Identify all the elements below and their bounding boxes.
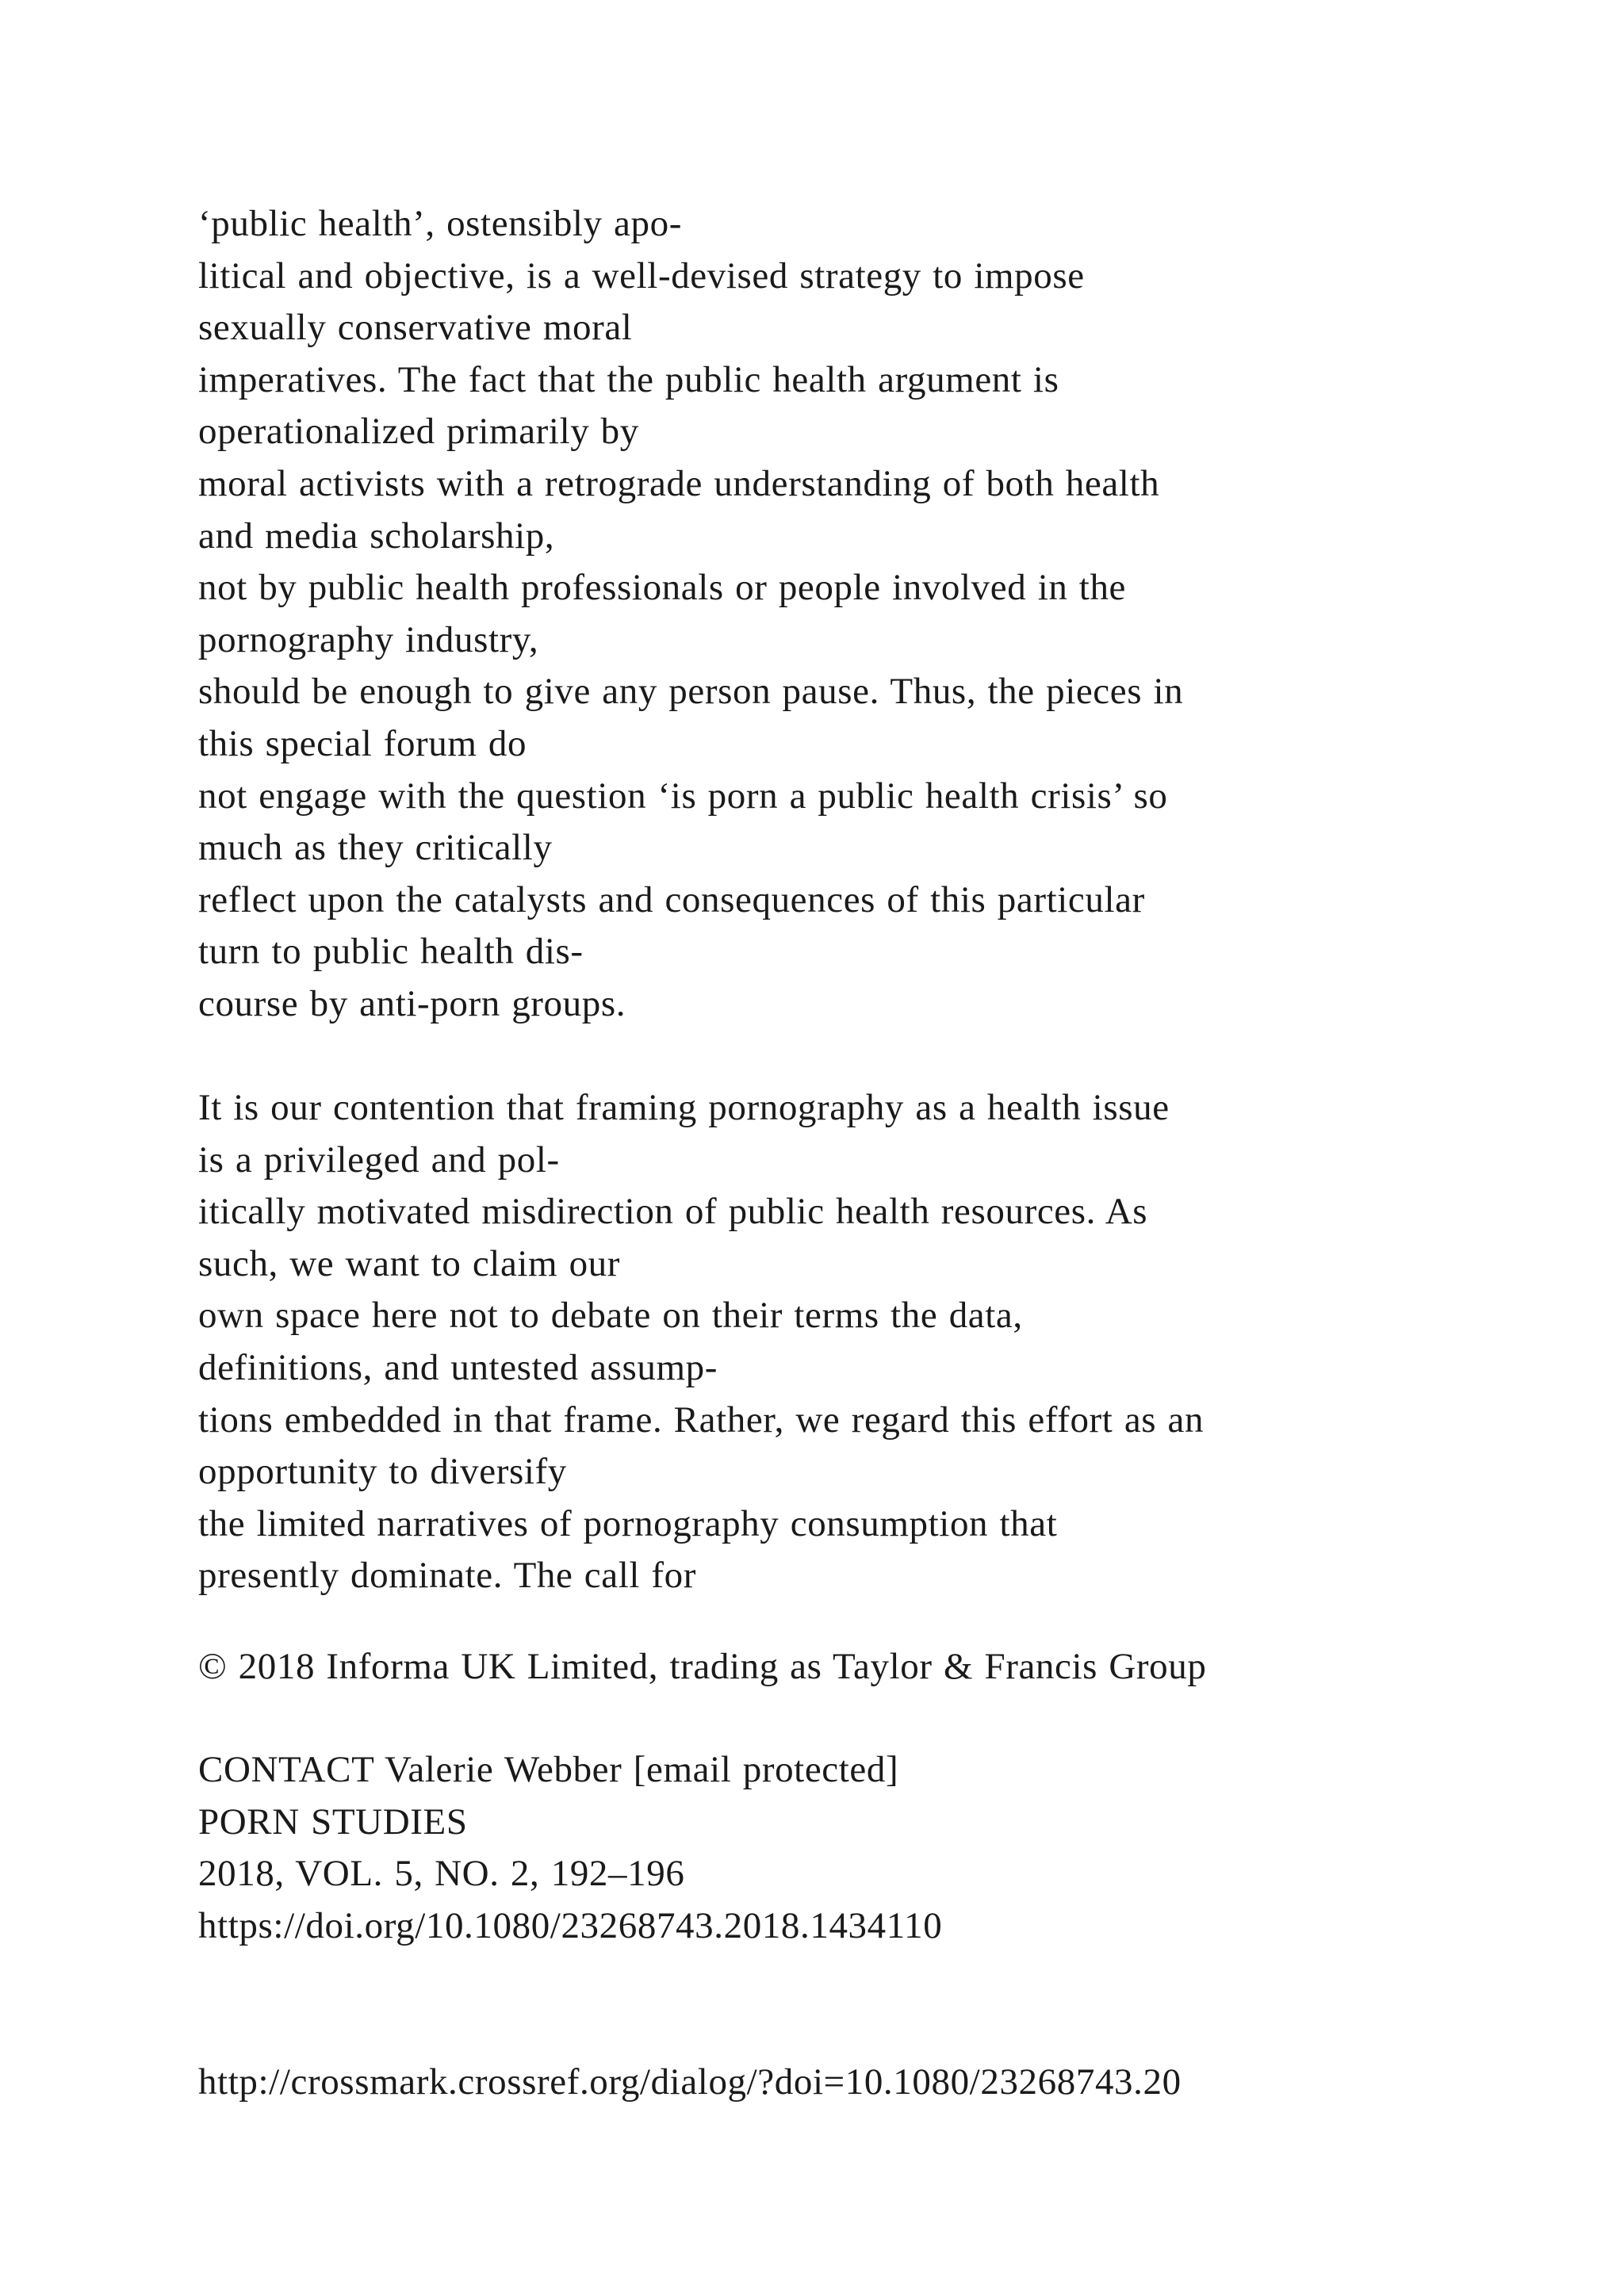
text-line: course by anti-porn groups. [198,982,626,1024]
text-line: pornography industry, [198,618,539,660]
doi-link[interactable]: https://doi.org/10.1080/23268743.2018.1434110 [198,1904,943,1946]
text-line: moral activists with a retrograde understanding of both health [198,462,1160,504]
text-line: sexually conservative moral [198,307,633,349]
text-line: It is our contention that framing pornography as a health issue [198,1087,1170,1128]
text-line: presently dominate. The call for [198,1555,696,1597]
contact-line: CONTACT Valerie Webber [email protected] [198,1749,899,1790]
text-line: imperatives. The fact that the public health argument is [198,358,1059,400]
text-line: should be enough to give any person pause. Thus, the pieces in [198,671,1184,713]
body-paragraph-2 [198,1082,1610,1602]
text-line: litical and objective, is a well-devised strategy to impose [198,254,1085,297]
body-paragraph-1 [198,198,1610,1031]
text-line: and media scholarship, [198,515,555,557]
text-line: not by public health professionals or people involved in the [198,567,1127,609]
crossmark-block [198,2057,1610,2109]
text-line: operationalized primarily by [198,411,639,453]
text-line: itically motivated misdirection of public health resources. As [198,1191,1148,1233]
text-line: this special forum do [198,722,527,764]
text-line: much as they critically [198,827,553,869]
text-line: reflect upon the catalysts and consequences of this particular [198,878,1145,920]
text-line: the limited narratives of pornography consumption that [198,1502,1058,1544]
text-line: ‘public health’, ostensibly apo- [198,203,682,244]
crossmark-link[interactable]: http://crossmark.crossref.org/dialog/?doi=10.1080/23268743.20 [198,2061,1182,2103]
text-line: such, we want to claim our [198,1242,621,1284]
journal-name: PORN STUDIES [198,1800,468,1843]
copyright-notice [198,1641,1610,1693]
text-line: opportunity to diversify [198,1451,567,1493]
text-line: turn to public health dis- [198,931,584,973]
text-line: tions embedded in that frame. Rather, we regard this effort as an [198,1399,1205,1441]
journal-volume: 2018, VOL. 5, NO. 2, 192–196 [198,1853,685,1895]
text-line: not engage with the question ‘is porn a public health crisis’ so [198,775,1168,817]
text-line: own space here not to debate on their terms the data, [198,1295,1023,1337]
contact-block [198,1744,1610,1952]
text-line: is a privileged and pol- [198,1138,560,1181]
text-line: definitions, and untested assump- [198,1346,718,1388]
copyright-text: © 2018 Informa UK Limited, trading as Taylor & Francis Group [198,1646,1207,1687]
